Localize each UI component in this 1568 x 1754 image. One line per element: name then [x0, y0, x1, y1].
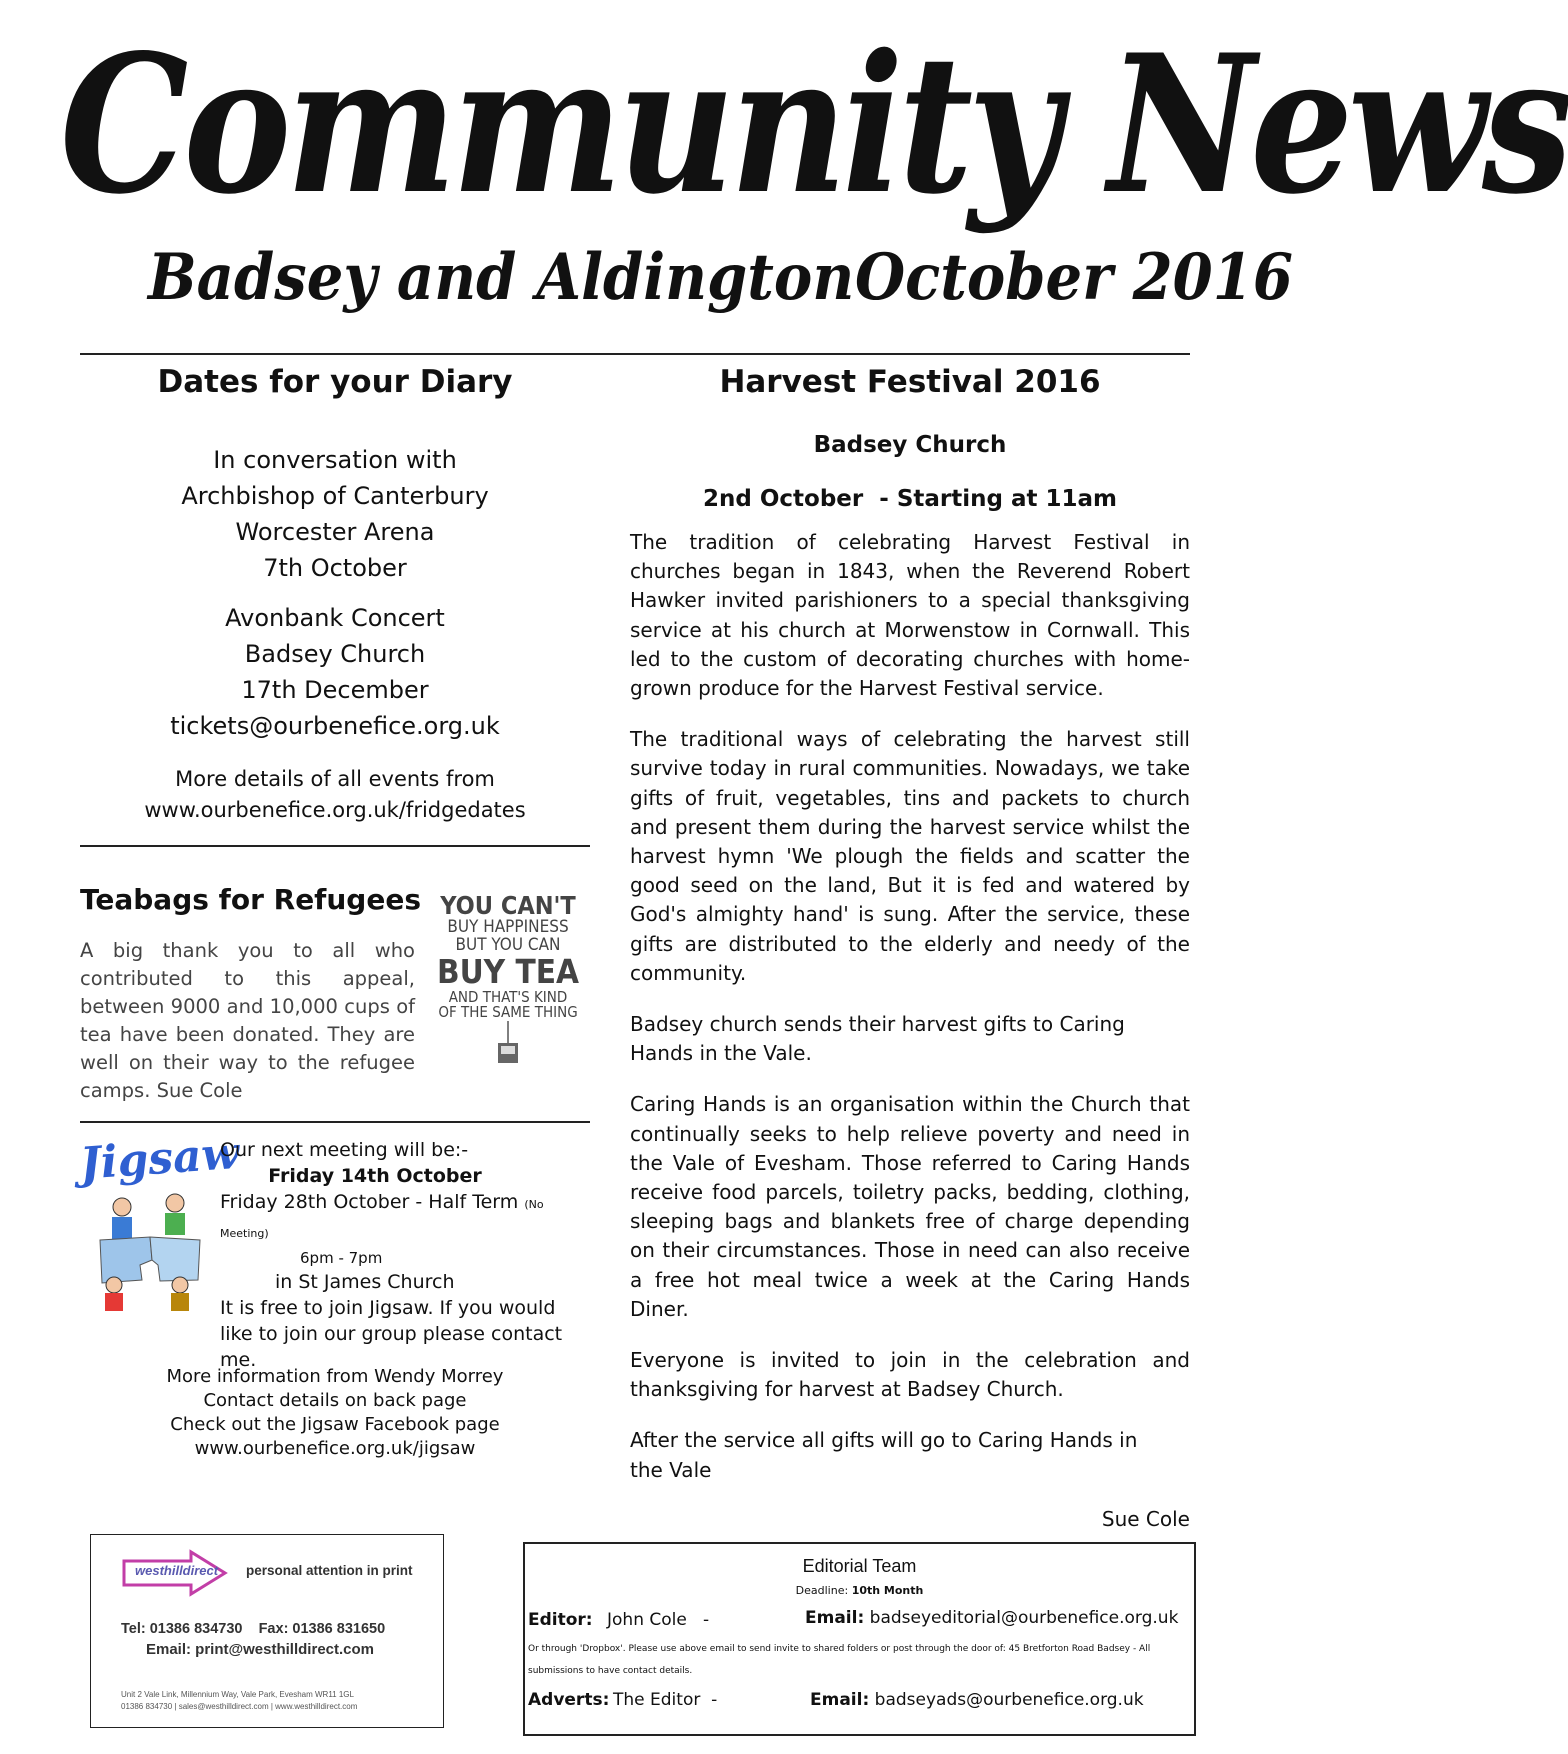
diary-section	[80, 362, 590, 826]
editor-email[interactable]: badseyeditorial@ourbenefice.org.uk	[869, 1608, 1179, 1628]
harvest-time: 2nd October - Starting at 11am	[703, 486, 1117, 512]
teabags-rule	[80, 1121, 590, 1123]
diary-event2-line: Avonbank Concert	[225, 604, 445, 632]
jigsaw-next-meeting: Our next meeting will be:-	[220, 1139, 469, 1161]
diary-event1-line: In conversation with	[213, 446, 457, 474]
masthead-rule	[80, 353, 1190, 355]
jigsaw-info	[80, 1365, 590, 1461]
adverts-email-label: Email:	[810, 1690, 870, 1710]
harvest-section	[630, 362, 1190, 1531]
adverts-email[interactable]: badseyads@ourbenefice.org.uk	[874, 1690, 1144, 1710]
diary-more-link[interactable]: www.ourbenefice.org.uk/fridgedates	[144, 798, 526, 822]
editor-email-label: Email:	[805, 1608, 865, 1628]
harvest-paragraph: After the service all gifts will go to Caring Hands in the Vale	[630, 1428, 1138, 1482]
poster-line: OF THE SAME THING	[438, 1003, 578, 1022]
poster-line: BUY TEA	[436, 951, 580, 991]
jigsaw-date1: Friday 14th October	[268, 1165, 482, 1187]
diary-ticket-email[interactable]: tickets@ourbenefice.org.uk	[170, 712, 500, 740]
teabags-text: A big thank you to all who contributed to this appeal, between 9000 and 10,000 cups of tea have been donated. They are well on their way to the refugee camps. Sue Cole	[80, 939, 415, 1102]
tea-poster-image	[433, 893, 583, 1113]
masthead-title: Community News	[60, 13, 1568, 236]
adverts-label: Adverts:	[528, 1690, 610, 1710]
jigsaw-date2: Friday 28th October - Half Term	[220, 1191, 519, 1213]
diary-rule	[80, 845, 590, 847]
editorial-title: Editorial Team	[802, 1556, 917, 1576]
jigsaw-info-line: Contact details on back page	[203, 1390, 467, 1411]
editor-label: Editor:	[528, 1610, 593, 1630]
deadline-value: 10th Month	[851, 1584, 924, 1597]
adverts-contact: The Editor -	[613, 1690, 718, 1710]
harvest-heading: Harvest Festival 2016	[719, 364, 1101, 400]
advert-brand: westhilldirect	[135, 1563, 219, 1578]
diary-event1-line: Archbishop of Canterbury	[181, 482, 489, 510]
masthead-issue: October 2016	[855, 240, 1293, 315]
editorial-note: Or through 'Dropbox'. Please use above email to send invite to shared folders or post through the door of: 45 Bretforton Road Badsey - All submissions to have contact details.	[528, 1644, 1151, 1676]
jigsaw-join-text: It is free to join Jigsaw. If you would like to join our group please contact me.	[220, 1297, 563, 1371]
teabags-heading: Teabags for Refugees	[80, 883, 421, 916]
advert-address: Unit 2 Vale Link, Millennium Way, Vale Park, Evesham WR11 1GL	[121, 1690, 354, 1699]
poster-line: AND THAT'S KIND	[448, 987, 568, 1006]
diary-more-text: More details of all events from	[175, 767, 495, 791]
editor-name: John Cole -	[607, 1610, 710, 1630]
advert-email: Email: print@westhilldirect.com	[146, 1641, 375, 1658]
diary-heading: Dates for your Diary	[157, 364, 513, 400]
harvest-paragraph: Caring Hands is an organisation within the Church that continually seeks to help relieve poverty and need in the Vale of Evesham. Those referred to Caring Hands receive food parcels, toiletry packs, bedding, clothing, sleeping bags and blankets free of charge depending on their circumstances. Those in need can also receive a free hot meal twice a week at the Caring Hands Diner.	[630, 1092, 1190, 1321]
jigsaw-info-line: More information from Wendy Morrey	[166, 1366, 504, 1387]
jigsaw-date2-note: (No Meeting)	[220, 1198, 544, 1240]
jigsaw-place: in St James Church	[275, 1271, 455, 1293]
jigsaw-time: 6pm - 7pm	[300, 1249, 383, 1267]
poster-line: BUT YOU CAN	[455, 935, 561, 956]
diary-event2-line: 17th December	[241, 676, 429, 704]
jigsaw-details	[220, 1137, 590, 1373]
diary-event2-line: Badsey Church	[244, 640, 426, 668]
harvest-paragraph: The tradition of celebrating Harvest Festival in churches began in 1843, when the Reverend Robert Hawker invited parishioners to a special thanksgiving service at his church at Morwenstow in Cornwall. This led to the custom of decorating churches with home-grown produce for the Harvest Festival service.	[630, 530, 1190, 701]
editorial-deadline	[525, 1584, 1194, 1597]
poster-line: BUY HAPPINESS	[447, 917, 569, 938]
harvest-paragraph: Everyone is invited to join in the celebration and thanksgiving for harvest at Badsey Church.	[630, 1348, 1190, 1402]
adverts-email-row	[810, 1690, 1144, 1710]
harvest-signature: Sue Cole	[1101, 1506, 1190, 1531]
westhill-advert	[90, 1534, 444, 1728]
editorial-box	[523, 1542, 1196, 1736]
advert-phone: Tel: 01386 834730 Fax: 01386 831650	[121, 1621, 386, 1637]
jigsaw-logo	[78, 1127, 241, 1320]
deadline-label: Deadline:	[795, 1584, 849, 1597]
jigsaw-people-icon	[80, 1185, 220, 1315]
masthead-subtitle: Badsey and Aldington	[148, 240, 855, 315]
advert-tagline: personal attention in print	[246, 1563, 413, 1578]
jigsaw-logo-text: Jigsaw	[78, 1127, 241, 1190]
poster-line: YOU CAN'T	[440, 891, 576, 920]
jigsaw-info-link[interactable]: www.ourbenefice.org.uk/jigsaw	[194, 1438, 476, 1459]
teabag-icon	[433, 1021, 583, 1081]
advert-contacts: 01386 834730 | sales@westhilldirect.com | www.westhilldirect.com	[121, 1702, 358, 1711]
editor-email-row	[805, 1608, 1178, 1628]
harvest-paragraph: The traditional ways of celebrating the harvest still survive today in rural communities. Nowadays, we take gifts of fruit, vegetables, tins and packets to church and present them during the harvest service whilst the harvest hymn 'We plough the fields and scatter the good seed on the land, But it is fed and watered by God's almighty hand' is sung. After the service, these gifts are distributed to the elderly and needy of the community.	[630, 727, 1190, 985]
diary-event1-line: 7th October	[263, 554, 407, 582]
jigsaw-info-line: Check out the Jigsaw Facebook page	[170, 1414, 500, 1435]
harvest-paragraph: Badsey church sends their harvest gifts to Caring Hands in the Vale.	[630, 1012, 1125, 1066]
diary-event1-line: Worcester Arena	[235, 518, 435, 546]
harvest-venue: Badsey Church	[813, 432, 1007, 458]
